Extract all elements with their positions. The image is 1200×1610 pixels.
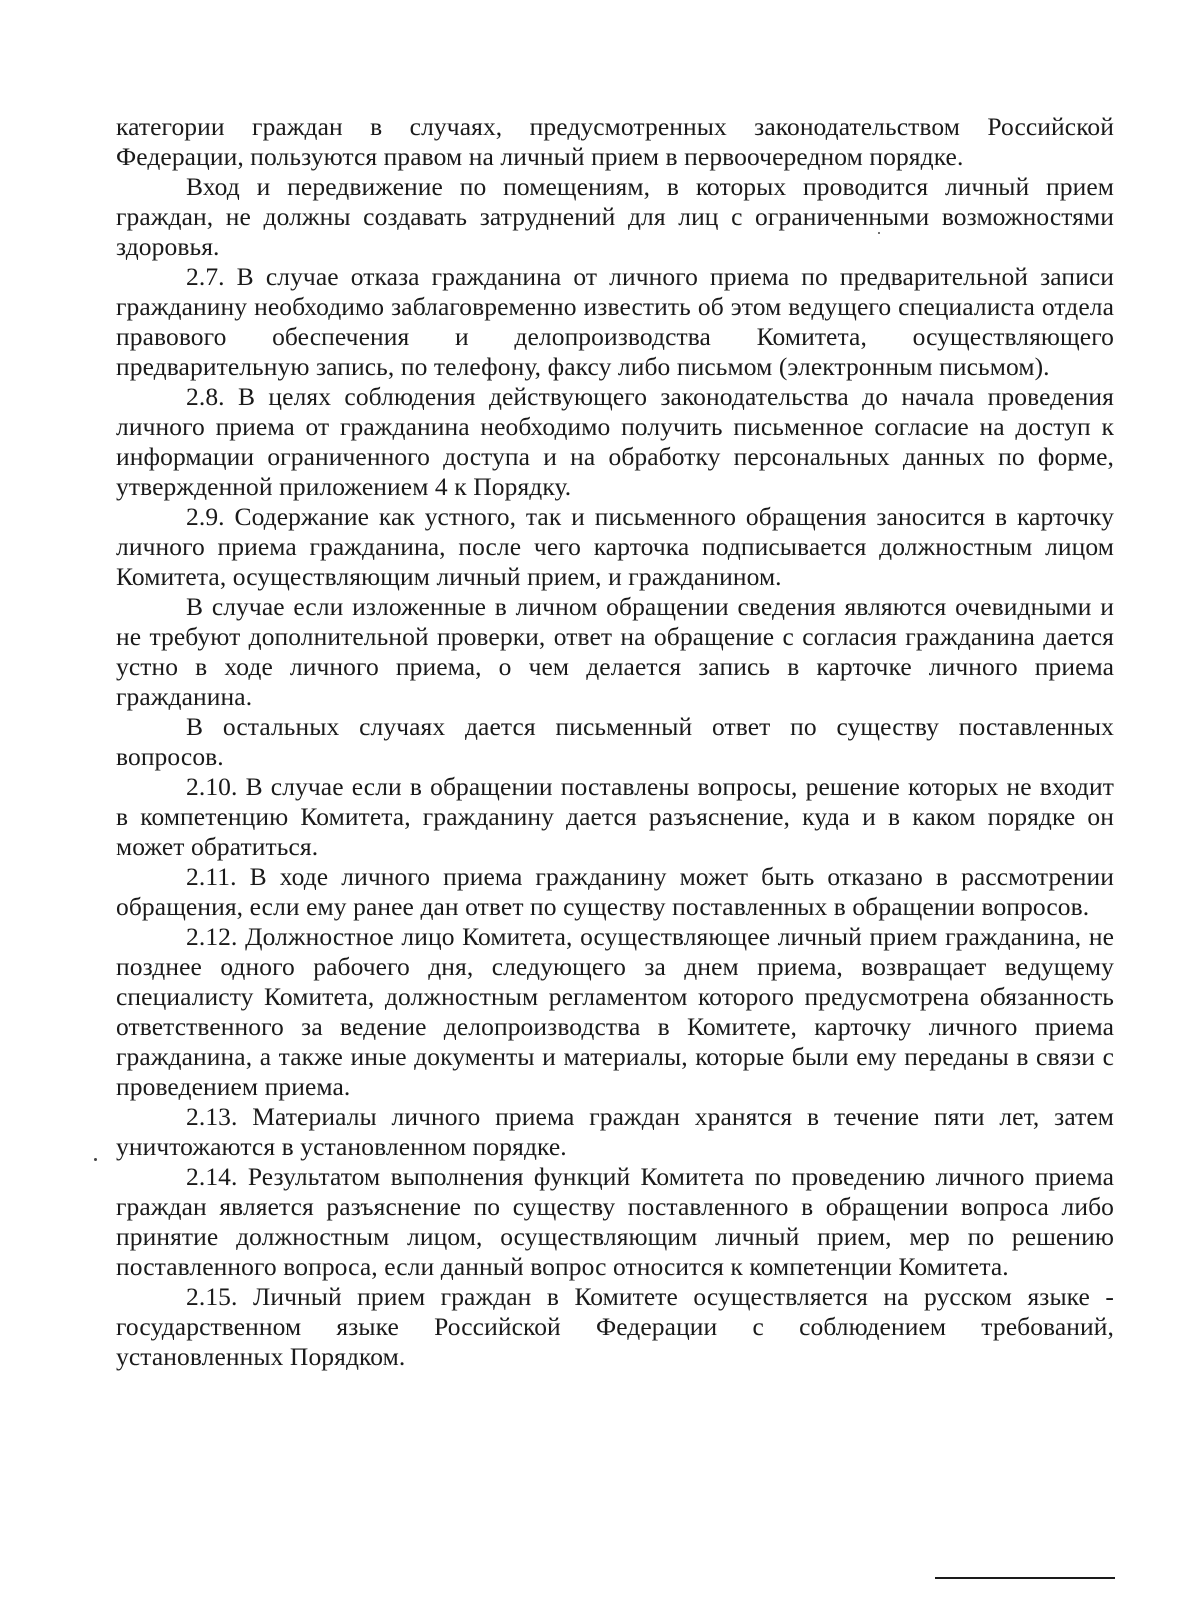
paragraph-2-11: 2.11. В ходе личного приема гражданину может быть отказано в рассмотрении обращения, если ему ранее дан ответ по существу поставленных в обращении вопросов.: [116, 862, 1114, 921]
scan-artifact-dot: [94, 1158, 97, 1161]
scan-artifact-dot: [878, 232, 880, 234]
paragraph-2-13: 2.13. Материалы личного приема граждан хранятся в течение пяти лет, затем уничтожаются в установленном порядке.: [116, 1102, 1114, 1161]
paragraph-continuation: категории граждан в случаях, предусмотренных законодательством Российской Федерации, пользуются правом на личный прием в первоочередном порядке.: [116, 112, 1114, 171]
paragraph-2-14: 2.14. Результатом выполнения функций Комитета по проведению личного приема граждан является разъяснение по существу поставленного в обращении вопроса либо принятие должностным лицом, осуществляющим личный прием, мер по решению поставленного вопроса, если данный вопрос относится к компетенции Комитета.: [116, 1162, 1114, 1281]
paragraph-2-7: 2.7. В случае отказа гражданина от личного приема по предварительной записи гражданину необходимо заблаговременно известить об этом ведущего специалиста отдела правового обеспечения и делопроизводства Комитета, осуществляющего предварительную запись, по телефону, факсу либо письмом (электронным письмом).: [116, 262, 1114, 381]
paragraph-2-9: 2.9. Содержание как устного, так и письменного обращения заносится в карточку личного приема гражданина, после чего карточка подписывается должностным лицом Комитета, осуществляющим личный прием, и гражданином.: [116, 502, 1114, 591]
document-body: [116, 112, 1114, 1372]
paragraph-2-9-written-answer: В остальных случаях дается письменный ответ по существу поставленных вопросов.: [116, 712, 1114, 771]
paragraph-2-12: 2.12. Должностное лицо Комитета, осуществляющее личный прием гражданина, не позднее одного рабочего дня, следующего за днем приема, возвращает ведущему специалисту Комитета, должностным регламентом которого предусмотрена обязанность ответственного за ведение делопроизводства в Комитете, карточку личного приема гражданина, а также иные документы и материалы, которые были ему переданы в связи с проведением приема.: [116, 922, 1114, 1101]
paragraph-accessibility: Вход и передвижение по помещениям, в которых проводится личный прием граждан, не должны создавать затруднений для лиц с ограниченными возможностями здоровья.: [116, 172, 1114, 261]
footer-rule: [935, 1577, 1115, 1579]
paragraph-2-9-oral-answer: В случае если изложенные в личном обращении сведения являются очевидными и не требуют дополнительной проверки, ответ на обращение с согласия гражданина дается устно в ходе личного приема, о чем делается запись в карточке личного приема гражданина.: [116, 592, 1114, 711]
paragraph-2-10: 2.10. В случае если в обращении поставлены вопросы, решение которых не входит в компетенцию Комитета, гражданину дается разъяснение, куда и в каком порядке он может обратиться.: [116, 772, 1114, 861]
paragraph-2-8: 2.8. В целях соблюдения действующего законодательства до начала проведения личного приема от гражданина необходимо получить письменное согласие на доступ к информации ограниченного доступа и на обработку персональных данных по форме, утвержденной приложением 4 к Порядку.: [116, 382, 1114, 501]
paragraph-2-15: 2.15. Личный прием граждан в Комитете осуществляется на русском языке - государственном языке Российской Федерации с соблюдением требований, установленных Порядком.: [116, 1282, 1114, 1371]
